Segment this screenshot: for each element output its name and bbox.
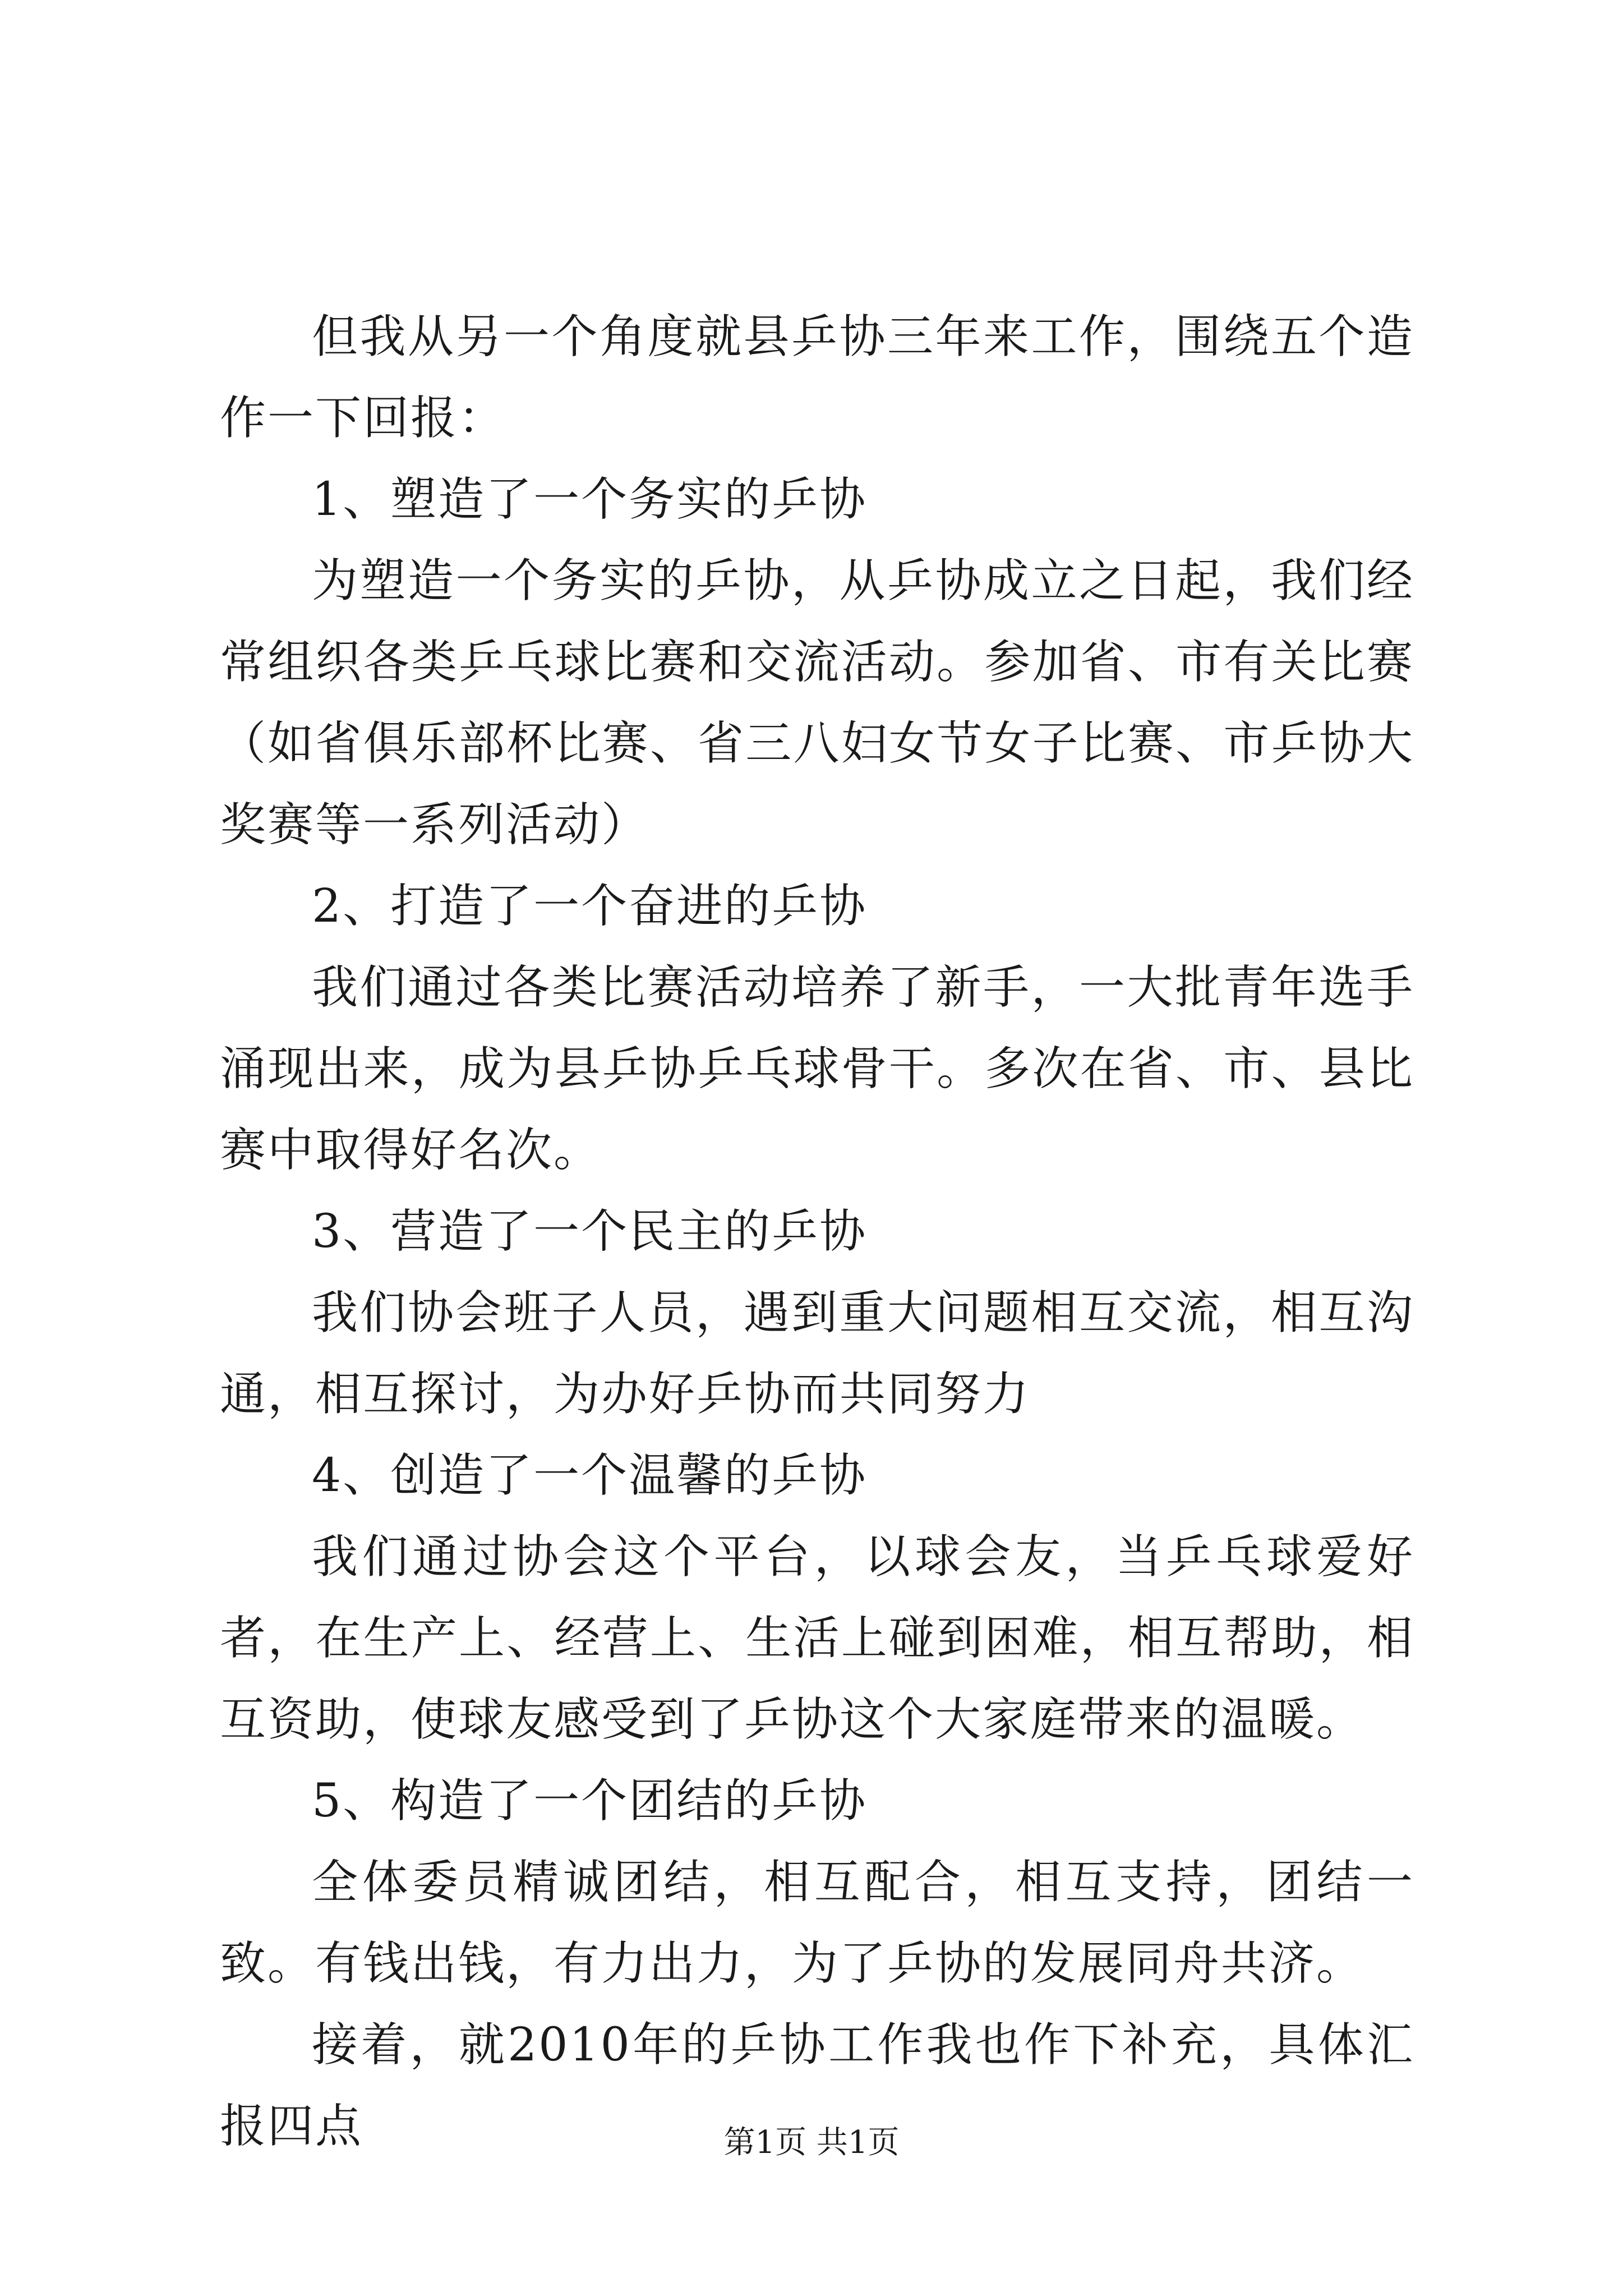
- heading-item-3: 3、营造了一个民主的乒协: [312, 1205, 868, 1258]
- paragraph-item-1: 为塑造一个务实的乒协，从乒协成立之日起，我们经常组织各类乒乓球比赛和交流活动。参加省、市有关比赛（如省俱乐部杯比赛、省三八妇女节女子比赛、市乒协大奖赛等一系列活动）: [220, 554, 1414, 852]
- paragraph-item-4: 我们通过协会这个平台，以球会友，当乒乓球爱好者，在生产上、经营上、生活上碰到困难，相互帮助，相互资助，使球友感受到了乒协这个大家庭带来的温暖。: [220, 1530, 1414, 1746]
- heading-item-2: 2、打造了一个奋进的乒协: [312, 880, 868, 933]
- document-body: [220, 296, 1414, 2167]
- paragraph-item-2: 我们通过各类比赛活动培养了新手，一大批青年选手涌现出来，成为县乒协乒乓球骨干。多次在省、市、县比赛中取得好名次。: [220, 961, 1414, 1177]
- heading-item-4: 4、创造了一个温馨的乒协: [312, 1449, 868, 1502]
- paragraph-item-3: 我们协会班子人员，遇到重大问题相互交流，相互沟通，相互探讨，为办好乒协而共同努力: [220, 1286, 1414, 1421]
- heading-item-5: 5、构造了一个团结的乒协: [312, 1774, 868, 1828]
- page-number-footer: 第1页 共1页: [723, 2124, 900, 2161]
- paragraph-closing: 接着，就2010年的乒协工作我也作下补充，具体汇报四点: [220, 2018, 1414, 2153]
- heading-item-1: 1、塑造了一个务实的乒协: [312, 473, 868, 526]
- paragraph-intro: 但我从另一个角度就县乒协三年来工作，围绕五个造作一下回报：: [220, 310, 1414, 445]
- paragraph-item-5: 全体委员精诚团结，相互配合，相互支持，团结一致。有钱出钱，有力出力，为了乒协的发展同舟共济。: [220, 1856, 1414, 1990]
